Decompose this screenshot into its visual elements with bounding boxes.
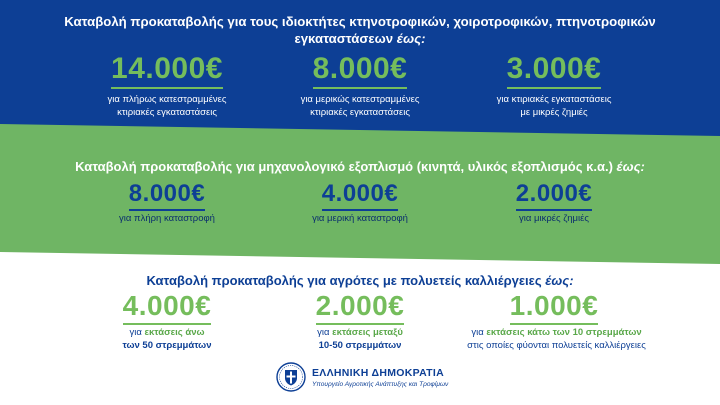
livestock-amount-3 — [454, 52, 654, 89]
crops-desc-3 — [439, 326, 674, 352]
amount-text: 4.000€ — [123, 290, 212, 325]
amount-text: 8.000€ — [313, 52, 408, 89]
livestock-heading-line2: εγκαταστάσεων — [294, 31, 394, 46]
amount-text: 14.000€ — [111, 52, 223, 89]
desc-line2: 10-50 στρεμμάτων — [318, 340, 402, 351]
crops-amount-3 — [454, 290, 654, 325]
livestock-heading — [0, 13, 720, 47]
equipment-heading-text: Καταβολή προκαταβολής για μηχανολογικό εξοπλισμό (κινητά, υλικός εξοπλισμός κ.α.) — [75, 159, 613, 174]
crops-amount-1 — [67, 290, 267, 325]
desc-highlight: εκτάσεις κάτω των 10 στρεμμάτων — [486, 327, 642, 338]
livestock-heading-text: Καταβολή προκαταβολής για τους ιδιοκτήτες κτηνοτροφικών, χοιροτροφικών, πτηνοτροφικών — [64, 14, 656, 29]
amount-text: 3.000€ — [507, 52, 602, 89]
footer-title: ΕΛΛΗΝΙΚΗ ΔΗΜΟΚΡΑΤΙΑ — [312, 367, 444, 379]
equipment-desc-1: για πλήρη καταστροφή — [119, 213, 215, 224]
crops-heading-text: Καταβολή προκαταβολής για αγρότες με πολυετείς καλλιέργειες — [146, 273, 542, 288]
equipment-heading-suffix: έως: — [616, 159, 645, 174]
desc-pre: για — [129, 327, 142, 338]
desc-line2: κτιριακές εγκαταστάσεις — [117, 107, 217, 118]
livestock-amount-1 — [67, 52, 267, 89]
desc-line2: κτιριακές εγκαταστάσεις — [310, 107, 410, 118]
livestock-heading-suffix: έως: — [396, 31, 426, 46]
crops-amount-2 — [260, 290, 460, 325]
amount-text: 4.000€ — [322, 180, 398, 211]
desc-line2: με μικρές ζημιές — [520, 107, 588, 118]
desc-line1: για πλήρως κατεστραμμένες — [107, 94, 227, 105]
amount-text: 1.000€ — [510, 290, 599, 325]
amount-text: 2.000€ — [516, 180, 592, 211]
desc-line1: για μερικώς κατεστραμμένες — [300, 94, 420, 105]
desc-highlight: εκτάσεις μεταξύ — [332, 327, 403, 338]
livestock-amount-2 — [260, 52, 460, 89]
desc-line2: των 50 στρεμμάτων — [122, 340, 212, 351]
crops-heading-suffix: έως: — [545, 273, 574, 288]
equipment-amount-1 — [67, 180, 267, 211]
footer-subtitle: Υπουργείο Αγροτικής Ανάπτυξης και Τροφίμων — [312, 381, 449, 388]
crops-heading — [0, 272, 720, 289]
hellenic-republic-emblem-icon — [276, 362, 306, 392]
desc-pre: για — [317, 327, 330, 338]
amount-text: 8.000€ — [129, 180, 205, 211]
desc-line1: για κτιριακές εγκαταστάσεις — [496, 94, 612, 105]
livestock-desc-3 — [439, 93, 669, 119]
equipment-amount-3 — [454, 180, 654, 211]
footer-branding — [276, 362, 476, 396]
equipment-desc-3: για μικρές ζημιές — [519, 213, 589, 224]
amount-text: 2.000€ — [316, 290, 405, 325]
equipment-amount-2 — [260, 180, 460, 211]
equipment-desc-2: για μερική καταστροφή — [312, 213, 408, 224]
equipment-heading — [0, 158, 720, 175]
desc-line2: στις οποίες φύονται πολυετείς καλλιέργειες — [467, 340, 646, 351]
desc-highlight: εκτάσεις άνω — [144, 327, 205, 338]
desc-pre: για — [471, 327, 484, 338]
